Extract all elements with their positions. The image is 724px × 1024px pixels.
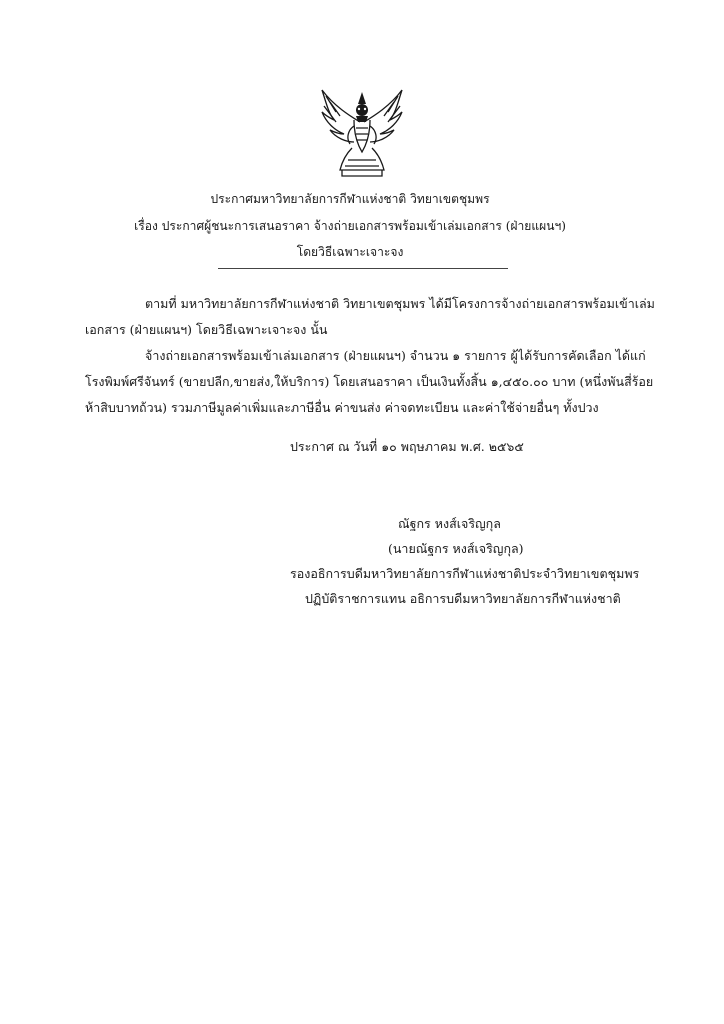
signatory-full-name: (นายณัฐกร หงส์เจริญกุล) <box>388 541 524 556</box>
paragraph-2-line-1: จ้างถ่ายเอกสารพร้อมเข้าเล่มเอกสาร (ฝ่ายแผนฯ) จำนวน ๑ รายการ ผู้ได้รับการคัดเลือก ได้แก่ <box>145 348 646 363</box>
paragraph-2-line-3: ห้าสิบบาทถ้วน) รวมภาษีมูลค่าเพิ่มและภาษีอื่น ค่าขนส่ง ค่าจดทะเบียน และค่าใช้จ่ายอื่นๆ ทั้งปวง <box>85 400 599 415</box>
divider <box>218 268 508 269</box>
garuda-emblem-icon <box>312 82 412 182</box>
announcement-subject: เรื่อง ประกาศผู้ชนะการเสนอราคา จ้างถ่ายเอกสารพร้อมเข้าเล่มเอกสาร (ฝ่ายแผนฯ) <box>134 218 567 233</box>
paragraph-1-line-1: ตามที่ มหาวิทยาลัยการกีฬาแห่งชาติ วิทยาเขตชุมพร ได้มีโครงการจ้างถ่ายเอกสารพร้อมเข้าเล่ม <box>145 296 655 311</box>
announcement-title: ประกาศมหาวิทยาลัยการกีฬาแห่งชาติ วิทยาเขตชุมพร <box>210 191 490 206</box>
paragraph-1-line-2: เอกสาร (ฝ่ายแผนฯ) โดยวิธีเฉพาะเจาะจง นั้น <box>85 322 328 337</box>
signatory-acting-position: ปฏิบัติราชการแทน อธิการบดีมหาวิทยาลัยการกีฬาแห่งชาติ <box>305 591 621 606</box>
procurement-method: โดยวิธีเฉพาะเจาะจง <box>296 244 404 259</box>
paragraph-2-line-2: โรงพิมพ์ศรีจันทร์ (ขายปลีก,ขายส่ง,ให้บริการ) โดยเสนอราคา เป็นเงินทั้งสิ้น ๑,๔๕๐.๐๐ บาท (หนึ่งพันสี่ร้อย <box>85 374 654 389</box>
signatory-position: รองอธิการบดีมหาวิทยาลัยการกีฬาแห่งชาติประจำวิทยาเขตชุมพร <box>290 566 640 581</box>
announcement-date: ประกาศ ณ วันที่ ๑๐ พฤษภาคม พ.ศ. ๒๕๖๕ <box>290 439 524 454</box>
signed-name: ณัฐกร หงส์เจริญกุล <box>398 516 501 531</box>
